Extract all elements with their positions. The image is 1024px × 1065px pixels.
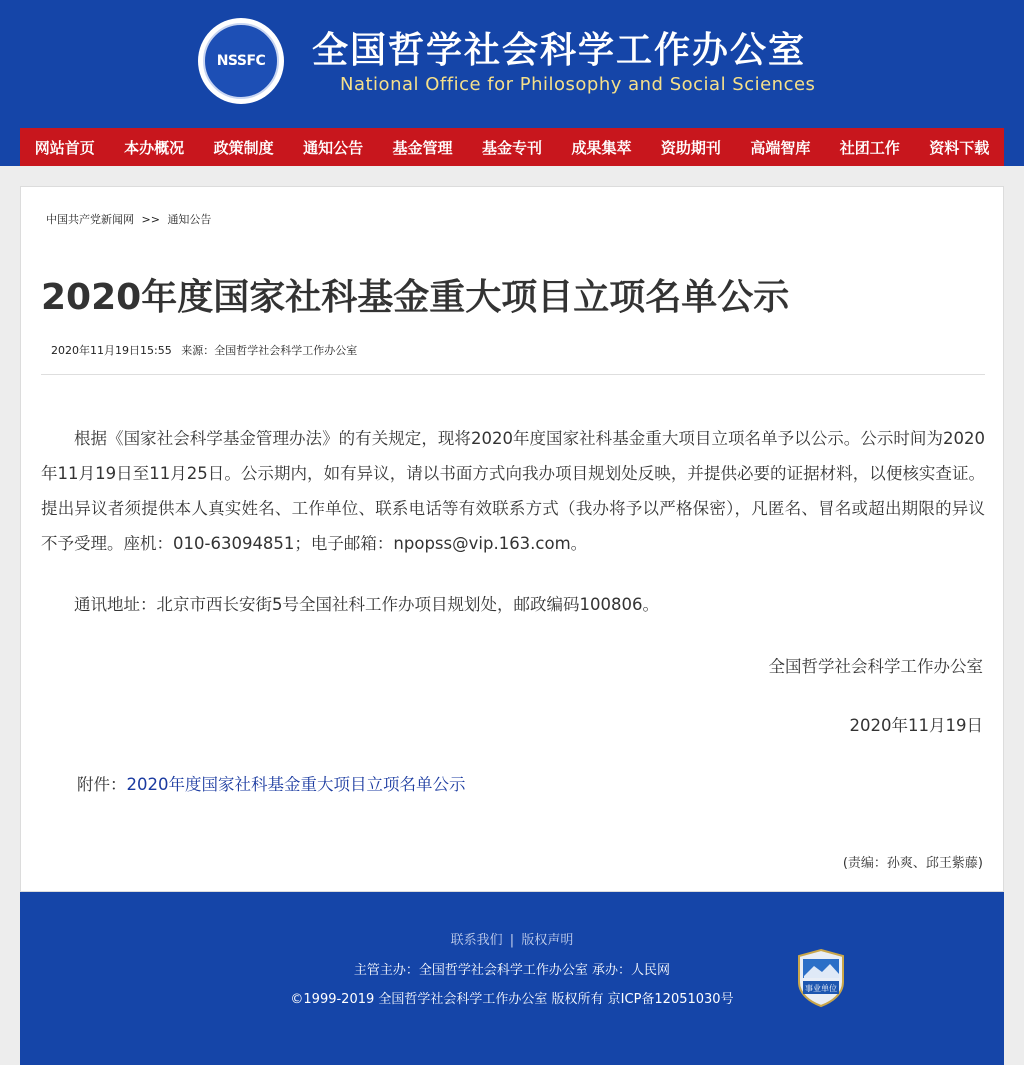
breadcrumb-separator: >> [141,213,160,226]
site-logo[interactable] [198,18,284,104]
badge-label: 事业单位 [805,984,837,993]
nssfc-emblem-icon: NSSFC [203,23,279,99]
nav-item-downloads[interactable]: 资料下载 [929,138,990,157]
article-paragraph-2: 通讯地址：北京市西长安街5号全国社科工作办项目规划处，邮政编码100806。 [74,595,659,614]
editor-credit: (责编：孙爽、邱王紫藤) [842,856,983,871]
footer-sponsor: 主管主办：全国哲学社会科学工作办公室 承办：人民网 [353,963,671,978]
nav-item-notices[interactable]: 通知公告 [303,138,364,157]
nav-item-policy[interactable]: 政策制度 [213,138,274,157]
breadcrumb-home[interactable]: 中国共产党新闻网 [46,213,134,226]
nav-item-think-tanks[interactable]: 高端智库 [750,138,811,157]
article-paragraph-1: 根据《国家社会科学基金管理办法》的有关规定，现将2020年度国家社科基金重大项目立项名单予以公示。公示时间为2020年11月19日至11月25日。公示期内，如有异议，请以书面方式向我办项目规划处反映，并提供必要的证据材料，以便核实查证。提出异议者须提供本人真实姓名、工作单位、联系电话等有效联系方式（我办将予以严格保密），凡匿名、冒名或超出期限的异议不予受理。座机：010-63094851；电子邮箱：npopss@vip.163.com。 [41,429,985,553]
public-institution-badge-icon[interactable] [796,948,846,1008]
attachment-link[interactable]: 2020年度国家社科基金重大项目立项名单公示 [126,775,466,794]
nav-item-achievements[interactable]: 成果集萃 [571,138,632,157]
site-title-en: National Office for Philosophy and Social Sciences [340,74,816,95]
nav-item-fund-journal[interactable]: 基金专刊 [481,138,542,157]
breadcrumb [46,211,211,227]
site-footer [20,892,1004,1065]
article-meta [51,342,357,358]
footer-link-divider: | [509,933,515,948]
article-title: 2020年度国家社科基金重大项目立项名单公示 [41,277,790,318]
nav-item-fund-management[interactable]: 基金管理 [392,138,453,157]
article-source: 全国哲学社会科学工作办公室 [214,344,358,357]
article-date: 2020年11月19日15:55 [51,344,172,357]
breadcrumb-current[interactable]: 通知公告 [167,213,212,226]
footer-copyright: ©1999-2019 全国哲学社会科学工作办公室 版权所有 京ICP备12051030号 [290,992,734,1007]
main-nav [20,128,1004,166]
footer-copyright-link[interactable]: 版权声明 [521,933,574,948]
nav-item-associations[interactable]: 社团工作 [839,138,900,157]
footer-contact-link[interactable]: 联系我们 [450,933,503,948]
attachment-label: 附件： [77,775,127,794]
signature-date: 2020年11月19日 [849,716,983,735]
article-container [20,186,1004,892]
nav-item-funded-journals[interactable]: 资助期刊 [660,138,721,157]
signature-org: 全国哲学社会科学工作办公室 [768,657,983,676]
nav-item-home[interactable]: 网站首页 [34,138,95,157]
title-divider [41,374,985,375]
site-header [0,0,1024,166]
attachment [77,771,466,795]
site-title-cn: 全国哲学社会科学工作办公室 [312,29,807,71]
footer-links [20,929,1004,948]
nav-item-about[interactable]: 本办概况 [124,138,185,157]
source-label: 来源： [181,344,215,357]
